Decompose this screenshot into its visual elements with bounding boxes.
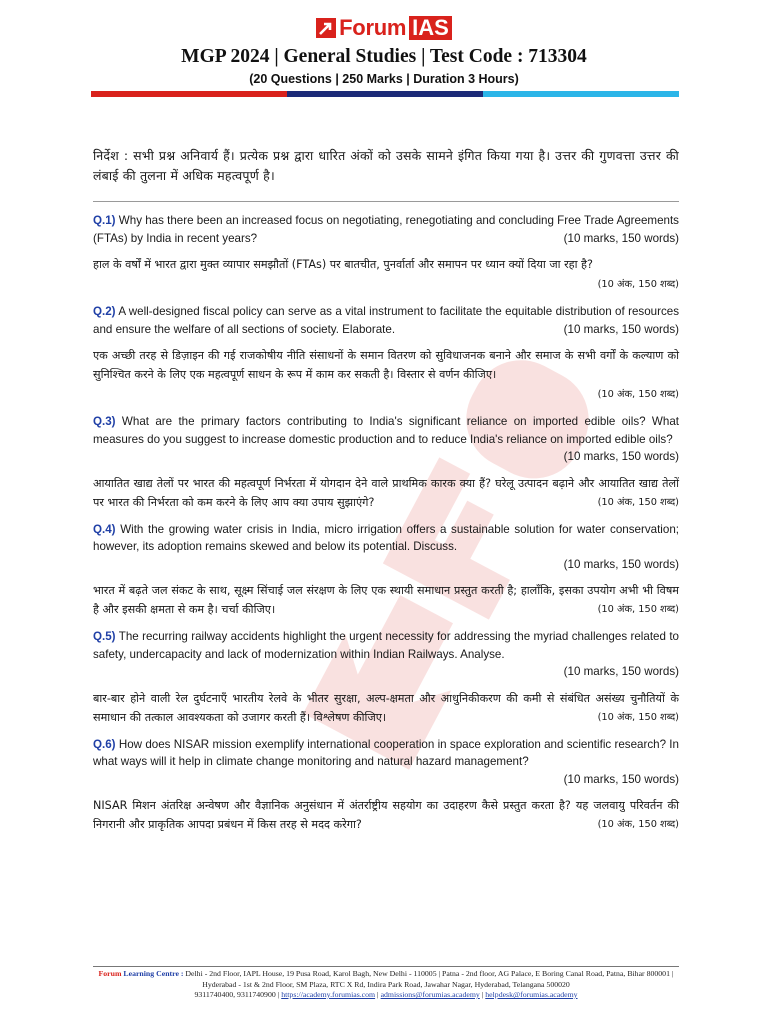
marks-english: (10 marks, 150 words) [563, 322, 679, 336]
question-number: Q.4) [93, 522, 116, 536]
question-1 [93, 212, 679, 294]
header-color-bar [91, 91, 679, 97]
page-footer: Forum Learning Centre : Delhi - 2nd Floor, IAPL House, 19 Pusa Road, Karol Bagh, New Delhi - 110005 | Patna - 2nd floor, AG Palace, E Boring Canal Road, Patna, Bihar 800001 | Hyderabad - 1st & 2nd Floor, SM Plaza, RTC X Rd, Indira Park Road, Jawahar Nagar, Hyderabad, Telangana 500020 9311740400, 9311740900 | https://academy.forumias.com | admissions@forumias.academy | helpdesk@forumias.academy [98, 969, 674, 999]
question-english [93, 212, 679, 247]
marks-hindi: (10 अंक, 150 शब्द) [597, 604, 679, 615]
question-text-hindi: भारत में बढ़ते जल संकट के साथ, सूक्ष्म सिंचाई जल संरक्षण के लिए एक स्थायी समाधान प्रस्तुत करती है; हालाँकि, इसका उपयोग अभी भी विषम है और इसकी क्षमता से कम है। चर्चा कीजिए। [93, 584, 679, 616]
question-hindi [93, 689, 679, 727]
question-number: Q.6) [93, 737, 116, 751]
question-english [93, 736, 679, 789]
question-text: With the growing water crisis in India, micro irrigation offers a sustainable solution for water conservation; however, its adoption remains skewed and below its potential. Discuss. [93, 522, 679, 553]
footer-label: Forum Learning Centre : [98, 969, 184, 978]
question-number: Q.2) [93, 305, 116, 318]
question-text: A well-designed fiscal policy can serve as a vital instrument to facilitate the equitable distribution of resources and ensure the welfare of all sections of society. Elaborate. [93, 305, 679, 336]
marks-english: (10 marks, 150 words) [563, 231, 679, 245]
test-subtitle: (20 Questions | 250 Marks | Duration 3 Hours) [249, 72, 519, 86]
instructions-text: निर्देश : सभी प्रश्न अनिवार्य हैं। प्रत्येक प्रश्न द्वारा धारित अंकों को उसके सामने इंगित किया गया है। उत्तर की गुणवत्ता उत्तर की लंबाई की तुलना में अधिक महत्वपूर्ण है। [93, 148, 679, 183]
marks-english: (10 marks, 150 words) [563, 557, 679, 571]
question-english [93, 413, 679, 466]
admissions-email-link[interactable]: admissions@forumias.academy [380, 990, 480, 999]
question-hindi [93, 474, 679, 512]
marks-hindi: (10 अंक, 150 शब्द) [597, 711, 679, 723]
question-english [93, 303, 679, 338]
question-hindi [93, 796, 679, 834]
question-english [93, 521, 679, 574]
question-text: How does NISAR mission exemplify international cooperation in space exploration and scientific research? In what ways will it help in climate change monitoring and natural hazard management? [93, 737, 679, 768]
marks-hindi: (10 अंक, 150 शब्द) [597, 819, 679, 830]
question-text: Why has there been an increased focus on negotiating, renegotiating and concluding Free Trade Agreements (FTAs) by India in recent years? [93, 214, 679, 245]
question-5 [93, 628, 679, 727]
academy-link[interactable]: https://academy.forumias.com [281, 990, 376, 999]
question-text-hindi: बार-बार होने वाली रेल दुर्घटनाएँ भारतीय रेलवे के भीतर सुरक्षा, अल्प-क्षमता और आधुनिकीकरण की कमी से संबंधित असंख्य चुनौतियों के समाधान की तत्काल आवश्यकता को उजागर करती हैं। विश्लेषण कीजिए। [93, 691, 679, 724]
question-text-hindi: आयातित खाद्य तेलों पर भारत की महत्वपूर्ण निर्भरता में योगदान देने वाले प्राथमिक कारक क्या हैं? घरेलू उत्पादन बढ़ाने और आयातित खाद्य तेलों पर भारत की निर्भरता को कम करने के लिए आप क्या उपाय सुझाएंगे? [93, 476, 679, 509]
footer-phones: 9311740400, 9311740900 | [194, 990, 282, 999]
question-hindi [93, 255, 679, 294]
question-number: Q.1) [93, 214, 116, 227]
question-number: Q.5) [93, 630, 116, 643]
marks-english: (10 marks, 150 words) [563, 450, 679, 463]
question-hindi [93, 346, 679, 404]
marks-hindi: (10 अंक, 150 शब्द) [597, 279, 679, 290]
question-text: The recurring railway accidents highlight the urgent necessity for addressing the myriad challenges related to safety, undercapacity and lack of modernization within Indian Railways. Analyse. [93, 630, 679, 661]
marks-hindi: (10 अंक, 150 शब्द) [597, 496, 679, 508]
question-6 [93, 736, 679, 835]
question-2 [93, 303, 679, 404]
divider [93, 201, 679, 202]
question-number: Q.3) [93, 415, 116, 428]
question-paper [93, 146, 679, 834]
question-text: What are the primary factors contributing to India's significant reliance on imported edible oils? What measures do you suggest to increase domestic production and to reduce India's reliance on imported edible oils? [93, 415, 679, 446]
test-title: MGP 2024 | General Studies | Test Code : 713304 [181, 46, 587, 67]
marks-english: (10 marks, 150 words) [563, 665, 679, 678]
logo-forum-text: Forum [339, 15, 407, 40]
arrow-logo-icon [316, 18, 336, 38]
marks-english: (10 marks, 150 words) [563, 772, 679, 786]
question-hindi [93, 581, 679, 619]
question-text-hindi: NISAR मिशन अंतरिक्ष अन्वेषण और वैज्ञानिक अनुसंधान में अंतर्राष्ट्रीय सहयोग का उदाहरण कैसे प्रस्तुत करता है? यह जलवायु परिवर्तन की निगरानी और प्राकृतिक आपदा प्रबंधन में किस तरह से मदद करेगा? [93, 799, 679, 831]
helpdesk-email-link[interactable]: helpdesk@forumias.academy [485, 990, 578, 999]
question-text-hindi: एक अच्छी तरह से डिज़ाइन की गई राजकोषीय नीति संसाधनों के समान वितरण को सुविधाजनक बनाने और समाज के सभी वर्गों के कल्याण को सुनिश्चित करने के लिए एक महत्वपूर्ण साधन के रूप में काम कर सकती है। विस्तार से वर्णन कीजिए। [93, 349, 679, 381]
footer-addresses: Delhi - 2nd Floor, IAPL House, 19 Pusa Road, Karol Bagh, New Delhi - 110005 | Patna - 2nd floor, AG Palace, E Boring Canal Road, Patna, Bihar 800001 | Hyderabad - 1st & 2nd Floor, SM Plaza, RTC X Rd, Indira Park Road, Jawahar Nagar, Hyderabad, Telangana 500020 [183, 969, 674, 989]
question-3 [93, 413, 679, 512]
question-4 [93, 521, 679, 620]
footer-divider [93, 966, 679, 967]
question-text-hindi: हाल के वर्षों में भारत द्वारा मुक्त व्यापार समझौतों (FTAs) पर बातचीत, पुनर्वार्ता और समापन पर ध्यान क्यों दिया जा रहा है? [93, 258, 593, 271]
page-header [0, 0, 768, 86]
forumias-logo [316, 16, 452, 40]
logo-ias-text: IAS [409, 16, 452, 40]
question-english [93, 628, 679, 681]
marks-hindi: (10 अंक, 150 शब्द) [597, 389, 679, 400]
